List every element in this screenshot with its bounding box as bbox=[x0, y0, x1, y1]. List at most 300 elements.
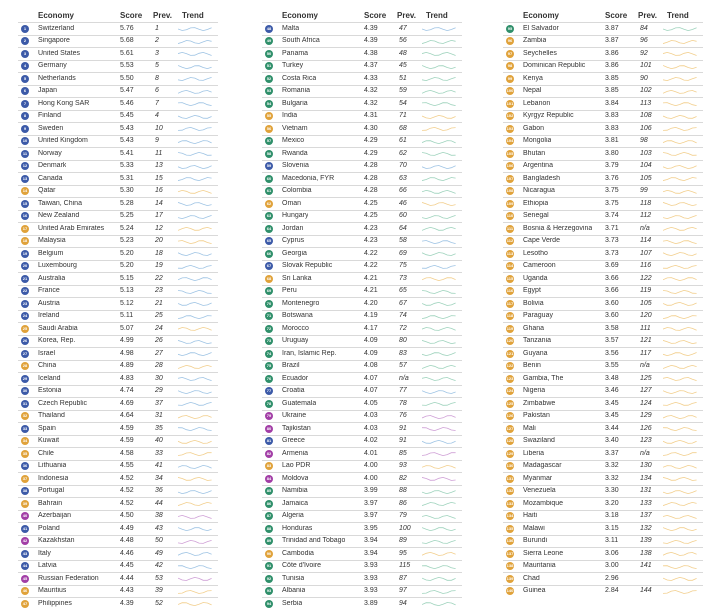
previous-rank: 5 bbox=[155, 62, 159, 69]
economy-name: Japan bbox=[38, 87, 58, 94]
previous-rank: 41 bbox=[155, 462, 163, 469]
table-row bbox=[18, 547, 218, 560]
rank-badge: 83 bbox=[266, 463, 272, 468]
trend-line bbox=[422, 502, 456, 505]
trend-sparkline bbox=[178, 289, 212, 295]
trend-sparkline bbox=[178, 526, 212, 532]
score-value: 3.60 bbox=[605, 299, 619, 307]
trend-line bbox=[663, 353, 697, 356]
score-value: 5.43 bbox=[120, 124, 134, 132]
rank-badge: 52 bbox=[266, 75, 272, 81]
trend-line bbox=[663, 265, 697, 268]
table-row bbox=[262, 160, 462, 173]
economy-name: Cambodia bbox=[282, 549, 314, 557]
trend-sparkline bbox=[178, 401, 212, 407]
previous-rank: 56 bbox=[399, 37, 407, 44]
trend-line bbox=[422, 190, 456, 193]
trend-line bbox=[178, 528, 212, 531]
previous-rank: 1 bbox=[155, 24, 159, 32]
trend-sparkline bbox=[178, 201, 212, 207]
table-row bbox=[503, 172, 703, 185]
economy-name: Korea, Rep. bbox=[38, 337, 76, 344]
table-row bbox=[262, 410, 462, 423]
economy-name: Cyprus bbox=[282, 237, 305, 244]
trend-sparkline bbox=[422, 514, 456, 520]
economy-name: Gabon bbox=[523, 124, 545, 132]
table-row bbox=[18, 297, 218, 310]
score-value: 5.13 bbox=[120, 287, 134, 294]
trend-line bbox=[178, 515, 212, 518]
trend-sparkline bbox=[422, 226, 456, 232]
score-value: 4.55 bbox=[120, 462, 134, 469]
score-value: 5.25 bbox=[120, 212, 134, 219]
previous-rank: 30 bbox=[155, 374, 163, 382]
trend-line bbox=[178, 565, 212, 568]
rank-badge: 55 bbox=[266, 113, 272, 118]
table-row bbox=[18, 185, 218, 198]
trend-sparkline bbox=[663, 226, 697, 232]
score-value: 5.15 bbox=[120, 274, 134, 282]
economy-name: Guyana bbox=[523, 349, 548, 357]
previous-rank: 139 bbox=[640, 537, 652, 544]
table-row bbox=[18, 260, 218, 273]
economy-name: Bahrain bbox=[38, 499, 63, 507]
score-value: 3.94 bbox=[364, 537, 378, 544]
economy-name: Brazil bbox=[282, 362, 300, 369]
rank-badge: 48 bbox=[266, 25, 272, 31]
trend-line bbox=[178, 103, 212, 106]
table-row bbox=[503, 97, 703, 110]
trend-sparkline bbox=[178, 176, 212, 182]
economy-name: Cameroon bbox=[523, 262, 556, 269]
economy-name: Lao PDR bbox=[282, 462, 311, 469]
trend-sparkline bbox=[663, 564, 697, 570]
score-value: 3.60 bbox=[605, 312, 619, 319]
table-row bbox=[18, 485, 218, 498]
table-row bbox=[18, 460, 218, 473]
trend-sparkline bbox=[663, 476, 697, 482]
rank-badge: 9 bbox=[21, 125, 29, 133]
table-row bbox=[18, 72, 218, 85]
economy-name: Albania bbox=[282, 587, 306, 594]
table-row bbox=[262, 147, 462, 160]
table-row bbox=[262, 210, 462, 223]
previous-rank: 88 bbox=[399, 487, 407, 494]
rank-badge: 19 bbox=[22, 250, 28, 256]
trend-line bbox=[663, 440, 697, 443]
trend-sparkline bbox=[422, 76, 456, 82]
score-value: 3.69 bbox=[605, 262, 619, 269]
score-value: 3.79 bbox=[605, 162, 619, 169]
previous-rank: 77 bbox=[399, 387, 407, 394]
table-row bbox=[262, 597, 462, 610]
economy-name: Honduras bbox=[282, 524, 313, 532]
score-value: 3.06 bbox=[605, 549, 619, 557]
trend-line bbox=[422, 528, 456, 531]
score-value: 5.20 bbox=[120, 262, 134, 269]
trend-sparkline bbox=[178, 139, 212, 145]
previous-rank: 59 bbox=[399, 87, 407, 94]
economy-name: Malaysia bbox=[38, 237, 66, 244]
score-value: 3.00 bbox=[605, 562, 619, 569]
previous-rank: 119 bbox=[640, 287, 652, 294]
trend-sparkline bbox=[663, 451, 697, 457]
score-value: 4.28 bbox=[364, 187, 378, 194]
trend-sparkline bbox=[663, 501, 697, 507]
trend-sparkline bbox=[178, 64, 212, 70]
economy-name: Hungary bbox=[282, 212, 309, 219]
rank-badge: 122 bbox=[506, 363, 514, 368]
trend-sparkline bbox=[663, 51, 697, 57]
trend-sparkline bbox=[422, 101, 456, 107]
table-row bbox=[262, 547, 462, 560]
score-value: 4.07 bbox=[364, 387, 378, 394]
rank-badge: 3 bbox=[21, 50, 29, 58]
rank-badge: 140 bbox=[506, 588, 514, 593]
rank-badge: 58 bbox=[266, 150, 272, 156]
table-row bbox=[18, 522, 218, 535]
economy-name: Ireland bbox=[38, 312, 60, 319]
trend-sparkline bbox=[422, 89, 456, 95]
table-row bbox=[503, 510, 703, 523]
rank-badge: 89 bbox=[266, 538, 272, 543]
trend-line bbox=[422, 365, 456, 368]
trend-sparkline bbox=[178, 389, 212, 395]
table-row bbox=[262, 260, 462, 273]
rank-badge: 135 bbox=[506, 525, 514, 531]
trend-sparkline bbox=[178, 501, 212, 507]
trend-sparkline bbox=[178, 226, 212, 232]
trend-line bbox=[422, 590, 456, 593]
trend-sparkline bbox=[663, 339, 697, 345]
economy-name: Bhutan bbox=[523, 149, 546, 157]
previous-rank: 38 bbox=[155, 512, 163, 519]
rank-badge: 26 bbox=[22, 338, 28, 343]
rank-badge: 77 bbox=[266, 388, 272, 393]
trend-sparkline bbox=[422, 239, 456, 245]
previous-rank: 91 bbox=[399, 437, 407, 444]
rank-badge: 128 bbox=[506, 438, 514, 443]
table-row bbox=[262, 110, 462, 123]
rank-badge: 111 bbox=[506, 225, 514, 231]
trend-sparkline bbox=[422, 601, 456, 607]
economy-name: Peru bbox=[282, 287, 297, 294]
score-value: 4.30 bbox=[364, 124, 378, 132]
economy-name: Slovak Republic bbox=[282, 262, 333, 269]
trend-line bbox=[422, 552, 456, 555]
trend-sparkline bbox=[422, 351, 456, 357]
previous-rank: 138 bbox=[640, 549, 652, 557]
previous-rank: 111 bbox=[640, 324, 651, 332]
trend-sparkline bbox=[422, 401, 456, 407]
table-row bbox=[503, 372, 703, 385]
score-value: 4.09 bbox=[364, 337, 378, 344]
rank-badge: 15 bbox=[22, 200, 28, 206]
economy-name: Namibia bbox=[282, 487, 308, 494]
previous-rank: 96 bbox=[640, 37, 648, 44]
table-row bbox=[503, 547, 703, 560]
economy-name: Tanzania bbox=[523, 337, 552, 344]
trend-sparkline bbox=[422, 501, 456, 507]
table-row bbox=[503, 585, 703, 598]
trend-line bbox=[422, 240, 456, 243]
economy-name: Pakistan bbox=[523, 412, 550, 419]
score-value: 3.86 bbox=[605, 49, 619, 57]
trend-sparkline bbox=[178, 51, 212, 57]
score-value: 5.50 bbox=[120, 74, 134, 82]
trend-line bbox=[663, 515, 697, 518]
economy-name: Nigeria bbox=[523, 387, 546, 394]
trend-sparkline bbox=[422, 389, 456, 395]
rank-badge: 114 bbox=[506, 263, 514, 268]
economy-name: Ecuador bbox=[282, 374, 309, 382]
previous-rank: 101 bbox=[640, 62, 652, 69]
previous-rank: 61 bbox=[399, 137, 407, 144]
rank-badge: 30 bbox=[22, 388, 28, 393]
rank-badge: 61 bbox=[266, 188, 272, 193]
trend-line bbox=[422, 40, 456, 43]
trend-sparkline bbox=[663, 114, 697, 120]
economy-name: Uganda bbox=[523, 274, 548, 282]
score-value: 5.43 bbox=[120, 137, 134, 144]
trend-line bbox=[663, 502, 697, 505]
trend-sparkline bbox=[422, 414, 456, 420]
previous-rank: 78 bbox=[399, 399, 407, 407]
rank-badge: 131 bbox=[506, 475, 514, 481]
rank-badge: 12 bbox=[22, 163, 28, 168]
trend-sparkline bbox=[178, 101, 212, 107]
economy-name: Panama bbox=[282, 49, 309, 57]
table-row bbox=[18, 235, 218, 248]
score-value: 3.45 bbox=[605, 399, 619, 407]
score-value: 3.75 bbox=[605, 199, 619, 207]
rank-badge: 23 bbox=[22, 300, 28, 306]
previous-rank: 19 bbox=[155, 262, 163, 269]
rank-badge: 62 bbox=[266, 200, 272, 206]
trend-sparkline bbox=[422, 326, 456, 332]
economy-name: Montenegro bbox=[282, 299, 320, 307]
trend-sparkline bbox=[422, 439, 456, 445]
trend-line bbox=[178, 540, 212, 543]
score-value: 3.84 bbox=[605, 99, 619, 107]
score-value: 5.46 bbox=[120, 99, 134, 107]
score-value: 4.17 bbox=[364, 324, 378, 332]
score-value: 4.52 bbox=[120, 499, 134, 507]
trend-sparkline bbox=[663, 164, 697, 170]
trend-sparkline bbox=[178, 414, 212, 420]
table-row bbox=[18, 510, 218, 523]
table-row bbox=[262, 535, 462, 548]
table-row bbox=[503, 472, 703, 485]
table-row bbox=[262, 235, 462, 248]
previous-rank: 129 bbox=[640, 412, 652, 419]
rank-badge: 71 bbox=[266, 313, 272, 318]
table-row bbox=[503, 522, 703, 535]
economy-name: Norway bbox=[38, 149, 62, 157]
economy-name: Iran, Islamic Rep. bbox=[282, 349, 337, 357]
table-row bbox=[503, 422, 703, 435]
trend-sparkline bbox=[422, 476, 456, 482]
table-row bbox=[262, 35, 462, 48]
header-economy: Economy bbox=[282, 11, 319, 20]
rank-badge: 60 bbox=[266, 175, 272, 181]
economy-name: Russian Federation bbox=[38, 574, 99, 582]
trend-sparkline bbox=[422, 539, 456, 545]
table-row bbox=[503, 147, 703, 160]
table-row bbox=[262, 22, 462, 35]
table-row bbox=[262, 572, 462, 585]
trend-line bbox=[178, 327, 212, 330]
trend-sparkline bbox=[663, 401, 697, 407]
previous-rank: 144 bbox=[640, 587, 652, 594]
rank-badge: 11 bbox=[22, 150, 28, 156]
score-value: 3.93 bbox=[364, 574, 378, 582]
score-value: 3.94 bbox=[364, 549, 378, 557]
score-value: 4.58 bbox=[120, 449, 134, 457]
trend-line bbox=[178, 127, 212, 130]
score-value: 3.73 bbox=[605, 237, 619, 244]
trend-sparkline bbox=[178, 214, 212, 220]
trend-line bbox=[178, 453, 212, 456]
previous-rank: 102 bbox=[640, 87, 652, 94]
trend-sparkline bbox=[663, 126, 697, 132]
table-row bbox=[262, 272, 462, 285]
economy-name: Paraguay bbox=[523, 312, 553, 319]
previous-rank: 71 bbox=[399, 112, 407, 119]
trend-line bbox=[422, 253, 456, 256]
previous-rank: 57 bbox=[399, 362, 407, 369]
score-value: 3.15 bbox=[605, 524, 619, 532]
rank-badge: 115 bbox=[506, 275, 514, 281]
table-row bbox=[18, 22, 218, 35]
rank-badge: 134 bbox=[506, 513, 514, 518]
previous-rank: 82 bbox=[399, 474, 407, 482]
score-value: 4.52 bbox=[120, 487, 134, 494]
table-row bbox=[262, 447, 462, 460]
table-row bbox=[18, 497, 218, 510]
table-row bbox=[18, 285, 218, 298]
previous-rank: 114 bbox=[640, 237, 652, 244]
table-row bbox=[503, 35, 703, 48]
score-value: 5.24 bbox=[120, 224, 134, 232]
trend-line bbox=[178, 502, 212, 505]
rank-badge: 18 bbox=[22, 238, 28, 243]
economy-name: France bbox=[38, 287, 60, 294]
rank-badge: 112 bbox=[506, 238, 514, 243]
previous-rank: 47 bbox=[399, 24, 407, 32]
trend-sparkline bbox=[178, 89, 212, 95]
previous-rank: 79 bbox=[399, 512, 407, 519]
rank-badge: 37 bbox=[22, 475, 28, 481]
previous-rank: 44 bbox=[155, 499, 163, 507]
score-value: 4.45 bbox=[120, 562, 134, 569]
previous-rank: 137 bbox=[640, 512, 652, 519]
economy-name: United States bbox=[38, 49, 81, 57]
previous-rank: 123 bbox=[640, 437, 652, 444]
trend-sparkline bbox=[422, 51, 456, 57]
economy-name: Mauritania bbox=[523, 562, 556, 569]
trend-sparkline bbox=[422, 251, 456, 257]
previous-rank: 127 bbox=[640, 387, 652, 394]
trend-line bbox=[422, 390, 456, 393]
header-economy: Economy bbox=[523, 11, 560, 20]
table-row bbox=[262, 172, 462, 185]
score-value: 5.45 bbox=[120, 112, 134, 119]
trend-line bbox=[663, 540, 697, 543]
table-row bbox=[18, 135, 218, 148]
trend-sparkline bbox=[422, 126, 456, 132]
column-header bbox=[262, 10, 462, 22]
trend-line bbox=[422, 202, 456, 205]
rank-badge: 109 bbox=[506, 200, 514, 206]
trend-line bbox=[422, 28, 456, 31]
economy-name: Sri Lanka bbox=[282, 274, 312, 282]
previous-rank: 12 bbox=[155, 224, 163, 232]
trend-line bbox=[422, 415, 456, 418]
score-value: 4.07 bbox=[364, 374, 378, 382]
rank-badge: 40 bbox=[22, 513, 28, 518]
previous-rank: 22 bbox=[155, 274, 163, 282]
table-row bbox=[262, 360, 462, 373]
table-row bbox=[503, 210, 703, 223]
previous-rank: 65 bbox=[399, 287, 407, 294]
trend-sparkline bbox=[663, 201, 697, 207]
economy-name: India bbox=[282, 112, 298, 119]
trend-line bbox=[178, 28, 212, 31]
table-row bbox=[503, 535, 703, 548]
rank-badge: 70 bbox=[266, 300, 272, 306]
economy-name: Poland bbox=[38, 524, 60, 532]
table-row bbox=[18, 560, 218, 573]
score-value: 4.50 bbox=[120, 512, 134, 519]
previous-rank: 67 bbox=[399, 299, 407, 307]
economy-name: Romania bbox=[282, 87, 311, 94]
trend-sparkline bbox=[178, 539, 212, 545]
previous-rank: 60 bbox=[399, 212, 407, 219]
trend-line bbox=[663, 477, 697, 480]
trend-sparkline bbox=[663, 189, 697, 195]
previous-rank: 10 bbox=[155, 124, 163, 132]
economy-name: Czech Republic bbox=[38, 399, 88, 407]
previous-rank: 46 bbox=[399, 199, 407, 207]
score-value: 5.41 bbox=[120, 149, 134, 157]
table-row bbox=[18, 110, 218, 123]
table-row bbox=[18, 85, 218, 98]
score-value: 5.28 bbox=[120, 199, 134, 207]
trend-sparkline bbox=[178, 314, 212, 320]
rank-badge: 38 bbox=[22, 488, 28, 493]
previous-rank: 100 bbox=[399, 524, 411, 532]
trend-line bbox=[663, 77, 697, 80]
score-value: 4.64 bbox=[120, 412, 134, 419]
trend-sparkline bbox=[663, 139, 697, 145]
economy-name: Morocco bbox=[282, 324, 309, 332]
trend-sparkline bbox=[422, 276, 456, 282]
previous-rank: 132 bbox=[640, 524, 652, 532]
table-row bbox=[503, 47, 703, 60]
trend-line bbox=[663, 402, 697, 405]
table-row bbox=[18, 585, 218, 598]
previous-rank: 90 bbox=[640, 74, 648, 82]
trend-sparkline bbox=[422, 526, 456, 532]
trend-line bbox=[178, 590, 212, 593]
table-row bbox=[18, 172, 218, 185]
previous-rank: 62 bbox=[399, 149, 407, 157]
previous-rank: 27 bbox=[155, 349, 163, 357]
rank-badge: 136 bbox=[506, 538, 514, 543]
trend-sparkline bbox=[422, 214, 456, 220]
previous-rank: 74 bbox=[399, 312, 407, 319]
